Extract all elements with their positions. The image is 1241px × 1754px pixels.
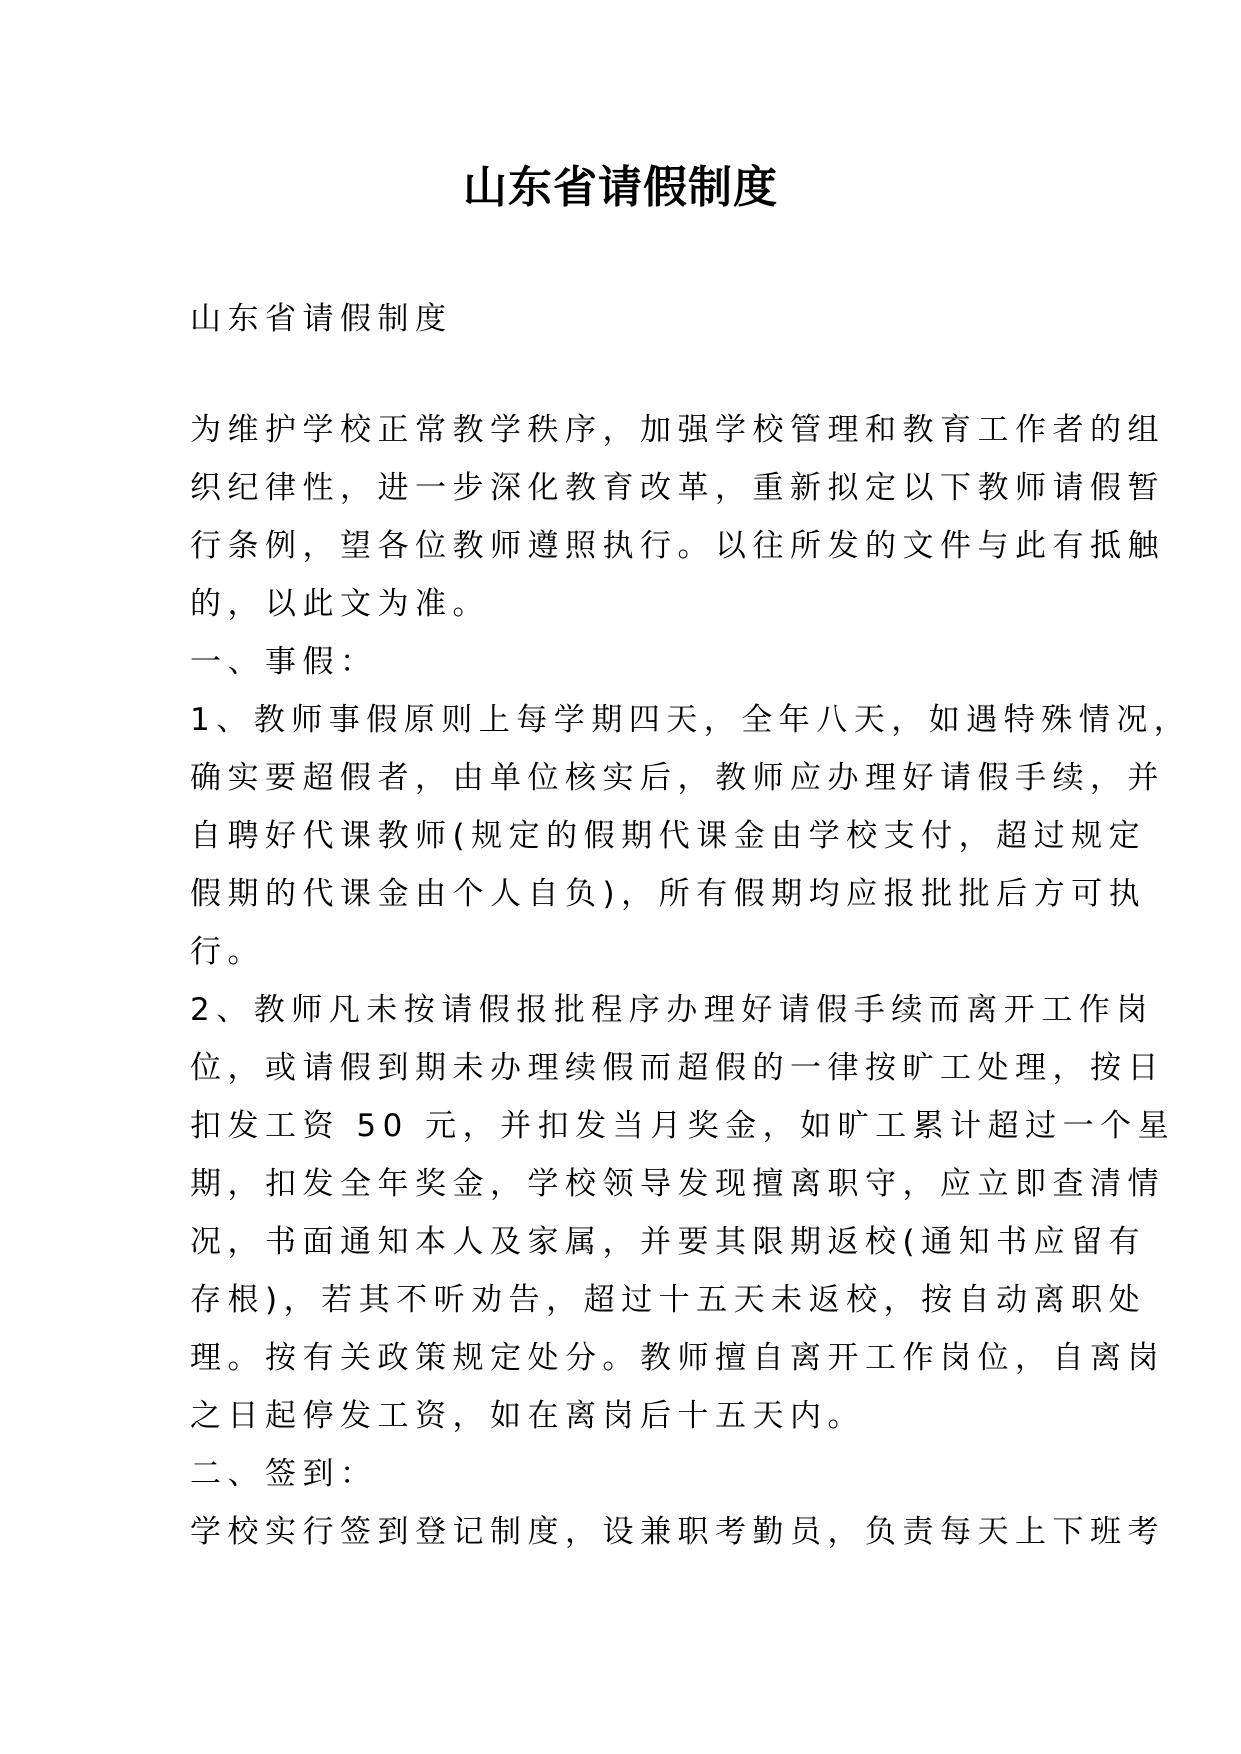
paragraph-line: 理。按有关政策规定处分。教师擅自离开工作岗位，自离岗 [190, 1340, 1165, 1376]
paragraph-line: 确实要超假者，由单位核实后，教师应办理好请假手续，并 [190, 760, 1165, 796]
section-heading: 二、签到： [190, 1456, 378, 1492]
paragraph-line: 2、教师凡未按请假报批程序办理好请假手续而离开工作岗 [190, 992, 1154, 1028]
paragraph-line: 况，书面通知本人及家属，并要其限期返校(通知书应留有 [190, 1224, 1147, 1260]
document-body [190, 401, 1192, 1561]
paragraph-line: 位，或请假到期未办理续假而超假的一律按旷工处理，按日 [190, 1050, 1165, 1086]
paragraph-line: 存根)，若其不听劝告，超过十五天未返校，按自动离职处 [190, 1282, 1147, 1318]
paragraph-line: 1、教师事假原则上每学期四天，全年八天，如遇特殊情况， [190, 702, 1192, 738]
paragraph-line: 织纪律性，进一步深化教育改革，重新拟定以下教师请假暂 [190, 470, 1165, 506]
paragraph-line: 扣发工资 50 元，并扣发当月奖金，如旷工累计超过一个星 [190, 1108, 1176, 1144]
paragraph-line: 期，扣发全年奖金，学校领导发现擅离职守，应立即查清情 [190, 1166, 1165, 1202]
paragraph-line: 假期的代课金由个人自负)，所有假期均应报批批后方可执 [190, 876, 1147, 912]
paragraph-line: 为维护学校正常教学秩序，加强学校管理和教育工作者的组 [190, 412, 1165, 448]
document-subtitle: 山东省请假制度 [190, 301, 453, 337]
document-title: 山东省请假制度 [463, 162, 778, 213]
paragraph-line: 之日起停发工资，如在离岗后十五天内。 [190, 1398, 865, 1434]
paragraph-line: 自聘好代课教师(规定的假期代课金由学校支付，超过规定 [190, 818, 1147, 854]
paragraph-line: 行。 [190, 934, 265, 970]
paragraph-line: 学校实行签到登记制度，设兼职考勤员，负责每天上下班考 [190, 1514, 1165, 1550]
paragraph-line: 的，以此文为准。 [190, 586, 490, 622]
paragraph-line: 行条例，望各位教师遵照执行。以往所发的文件与此有抵触 [190, 528, 1165, 564]
section-heading: 一、事假： [190, 644, 378, 680]
